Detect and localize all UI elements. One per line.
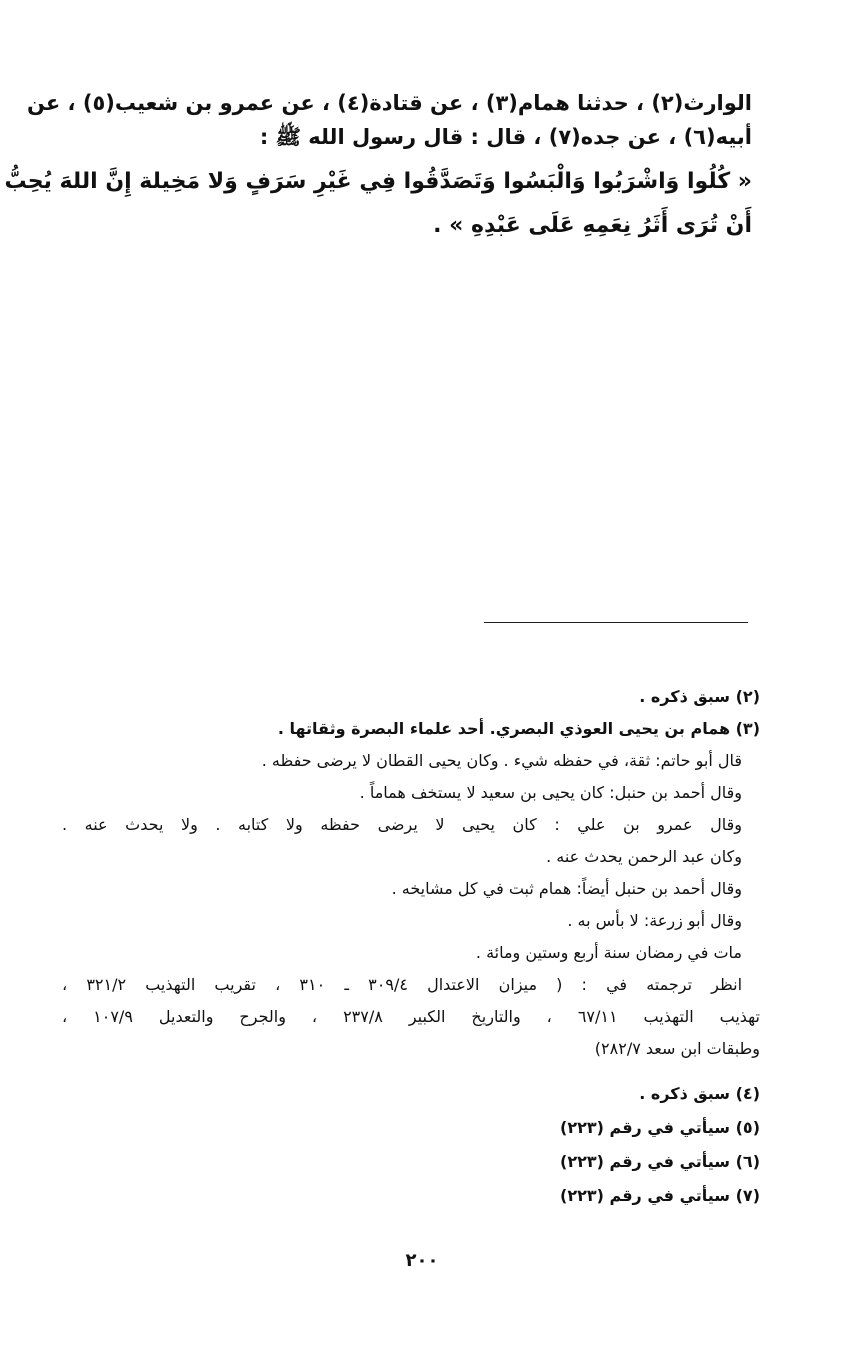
footnotes	[62, 682, 760, 1066]
footnote-5: (٥) سيأتي في رقم (٢٢٣)	[560, 1118, 760, 1137]
footnote-separator	[484, 622, 748, 623]
footnote-3-line: وقال أحمد بن حنبل أيضاً: همام ثبت في كل مشايخه .	[391, 879, 742, 898]
footnotes-refs	[62, 1078, 760, 1214]
footnote-3-line: وطبقات ابن سعد ٢٨٢/٧)	[594, 1039, 760, 1058]
footnote-3-line: انظر ترجمته في : ( ميزان الاعتدال ٣٠٩/٤ ـ ٣١٠ ، تقريب التهذيب ٣٢١/٢ ،	[62, 975, 743, 994]
hadith-text	[4, 162, 752, 250]
footnote-3-line: وكان عبد الرحمن يحدث عنه .	[546, 847, 742, 866]
page-number: ٢٠٠	[405, 1250, 439, 1271]
footnote-6: (٦) سيأتي في رقم (٢٢٣)	[560, 1152, 760, 1171]
hadith-line-2: أَنْ تُرَى أَثَرُ نِعَمِهِ عَلَى عَبْدِهِ » .	[433, 213, 752, 238]
hadith-line-1: « كُلُوا وَاشْرَبُوا وَالْبَسُوا وَتَصَدَّقُوا فِي غَيْرِ سَرَفٍ وَلا مَخِيلة إِنَّ اللهَ يُحِبُّ	[4, 169, 752, 194]
main-line-2: أبيه(٦) ، عن جده(٧) ، قال : قال رسول الله ﷺ :	[259, 125, 752, 149]
footnote-3-line: وقال أبو زرعة: لا بأس به .	[567, 911, 742, 930]
footnote-3-line: تهذيب التهذيب ٦٧/١١ ، والتاريخ الكبير ٢٣٧/٨ ، والجرح والتعديل ١٠٧/٩ ،	[62, 1007, 761, 1026]
footnote-7: (٧) سيأتي في رقم (٢٢٣)	[560, 1186, 760, 1205]
footnote-3-line: مات في رمضان سنة أربع وستين ومائة .	[475, 943, 742, 962]
footnote-3-title: (٣) همام بن يحيى العوذي البصري. أحد علماء البصرة وثقاتها .	[277, 719, 760, 738]
main-text	[4, 88, 752, 250]
footnote-3-line: قال أبو حاتم: ثقة، في حفظه شيء . وكان يحيى القطان لا يرضى حفظه .	[261, 751, 742, 770]
footnote-3-line: وقال أحمد بن حنبل: كان يحيى بن سعيد لا يستخف هماماً .	[359, 783, 742, 802]
main-line-1: الوارث(٢) ، حدثنا همام(٣) ، عن قتادة(٤) ، عن عمرو بن شعيب(٥) ، عن	[27, 91, 752, 115]
footnote-4: (٤) سبق ذكره .	[639, 1084, 760, 1103]
footnote-3-line: وقال عمرو بن علي : كان يحيى لا يرضى حفظه ولا كتابه . ولا يحدث عنه .	[62, 815, 742, 834]
footnote-2: (٢) سبق ذكره .	[639, 687, 760, 706]
